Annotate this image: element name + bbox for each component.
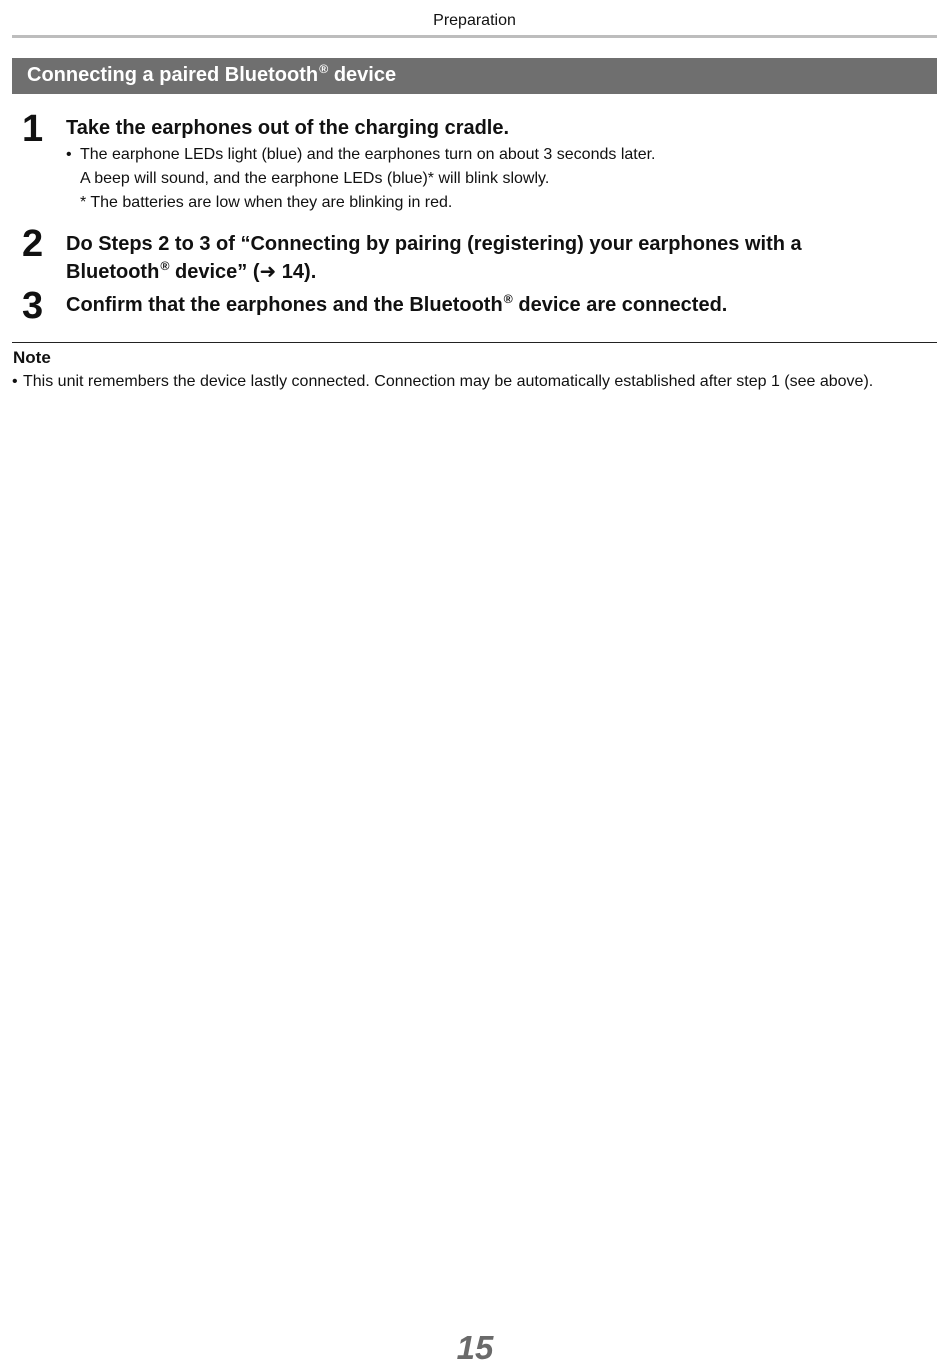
step-1-title: Take the earphones out of the charging cradle. [66,117,510,139]
note-heading: Note [13,348,51,367]
note-bullet: • [12,373,18,390]
registered-mark: ® [160,258,170,273]
step-3-title-text: Confirm that the earphones and the Bluetooth [66,294,503,316]
note-item [12,370,922,394]
step-1-number: 1 [22,108,44,150]
registered-mark: ® [503,291,513,306]
step-1-footnote: * The batteries are low when they are blinking in red. [80,194,453,211]
step-1-detail-text-1: The earphone LEDs light (blue) and the earphones turn on about 3 seconds later. [80,146,656,163]
section-title [27,61,397,86]
running-header: Preparation [433,12,516,29]
registered-mark: ® [319,61,329,76]
step-2-title [66,230,926,286]
step-3-title [66,291,926,319]
step-2-title-line-2 [66,258,926,286]
step-2-number: 2 [22,223,44,265]
step-2-title-ref: device” (➜ 14). [169,261,317,283]
section-title-text: Connecting a paired Bluetooth [27,64,319,86]
note-divider [12,342,937,343]
step-2-title-line-1: Do Steps 2 to 3 of “Connecting by pairing (registering) your earphones with a [66,233,802,255]
step-1-detail-line-2: A beep will sound, and the earphone LEDs (blue)* will blink slowly. [80,170,550,187]
bullet-mark: • [66,146,72,163]
step-2-title-text: Bluetooth [66,261,160,283]
step-3-number: 3 [22,285,44,327]
step-3-title-suffix: device are connected. [512,294,728,316]
note-text: This unit remembers the device lastly connected. Connection may be automatically established after step 1 (see above). [23,373,874,390]
header-divider [12,35,937,38]
page-number: 15 [456,1329,494,1366]
step-1-detail-line-1 [66,143,926,167]
section-title-suffix: device [328,64,397,86]
section-heading-bar [12,58,937,94]
